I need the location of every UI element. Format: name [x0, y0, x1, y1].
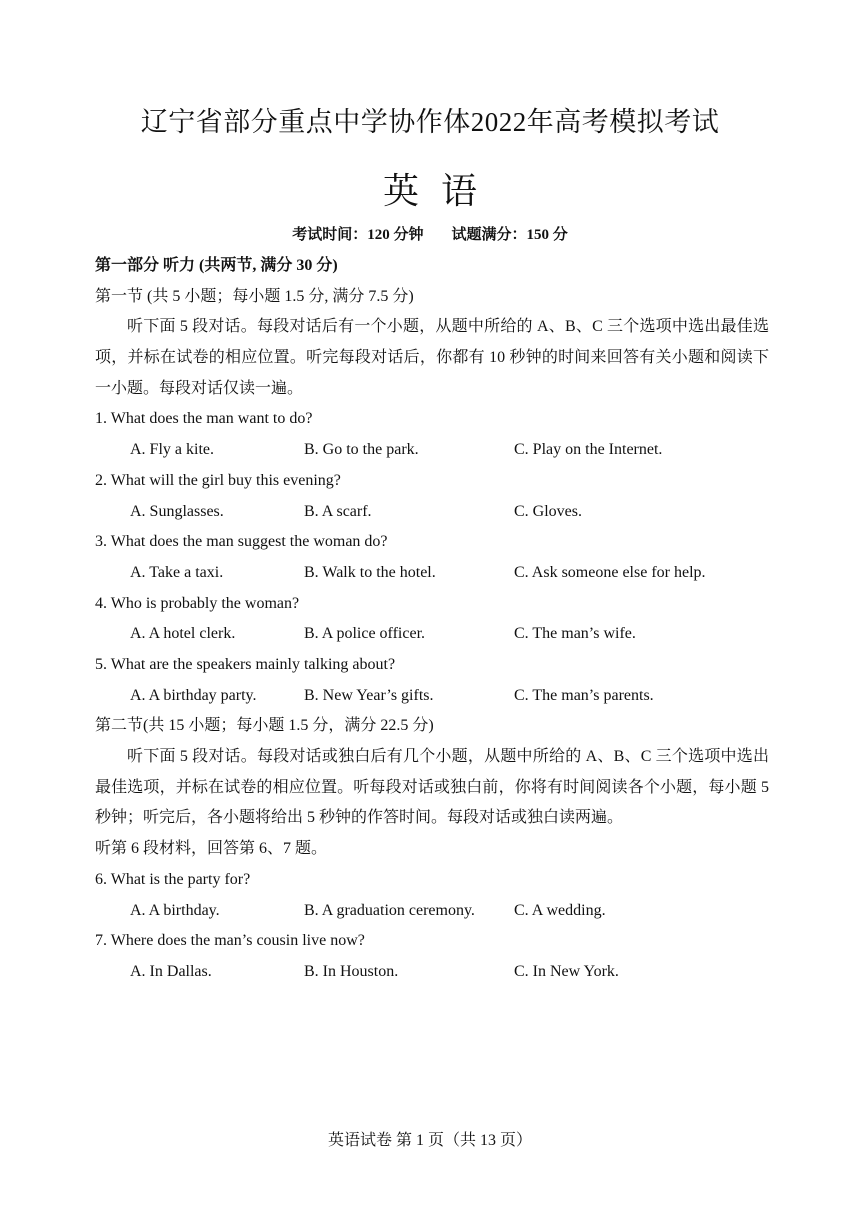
exam-title: 辽宁省部分重点中学协作体2022年高考模拟考试: [140, 107, 720, 137]
page-footer: 英语试卷 第 1 页（共 13 页）: [327, 1132, 532, 1149]
question-3: 3. What does the man suggest the woman do?: [95, 533, 388, 551]
option-c: C. Ask someone else for help.: [514, 563, 706, 581]
question-6-options: [95, 896, 769, 927]
section1-instructions: 听下面 5 段对话。每段对话后有一个小题，从题中所给的 A、B、C 三个选项中选出最佳选项，并标在试卷的相应位置。听完每段对话后，你都有 10 秒钟的时间来回答有关小题和阅读下一小题。每段对话仅读一遍。: [95, 318, 769, 397]
exam-content: [95, 251, 769, 988]
option-a: A. Sunglasses.: [130, 502, 224, 520]
section2-question-list: [95, 865, 769, 988]
option-a: A. A birthday party.: [130, 686, 257, 704]
option-b: B. New Year’s gifts.: [304, 686, 434, 704]
option-b: B. A police officer.: [304, 625, 426, 643]
question-7: 7. Where does the man’s cousin live now?: [95, 932, 365, 950]
option-c: C. In New York.: [514, 962, 619, 980]
material-prompt: 听第 6 段材料，回答第 6、7 题。: [95, 840, 328, 858]
option-a: A. Take a taxi.: [130, 563, 224, 581]
option-a: A. A birthday.: [130, 901, 220, 919]
exam-full-score: 试题满分：150 分: [451, 227, 568, 243]
question-4-options: [95, 619, 769, 650]
option-b: B. Go to the park.: [304, 441, 419, 459]
question-2: 2. What will the girl buy this evening?: [95, 471, 341, 489]
option-b: B. A graduation ceremony.: [304, 901, 475, 919]
question-7-options: [95, 957, 769, 988]
option-a: A. In Dallas.: [130, 962, 212, 980]
option-c: C. The man’s parents.: [514, 686, 654, 704]
option-b: B. In Houston.: [304, 962, 399, 980]
question-5: 5. What are the speakers mainly talking about?: [95, 655, 396, 673]
section2-heading: 第二节(共 15 小题；每小题 1.5 分，满分 22.5 分): [95, 717, 434, 735]
option-c: C. Play on the Internet.: [514, 441, 663, 459]
exam-meta: [0, 223, 860, 244]
question-1-options: [95, 435, 769, 466]
option-c: C. Gloves.: [514, 502, 582, 520]
section2-instructions: 听下面 5 段对话。每段对话或独白后有几个小题，从题中所给的 A、B、C 三个选项中选出最佳选项，并标在试卷的相应位置。听每段对话或独白前，你将有时间阅读各个小题，每小题 5 秒钟；听完后，各小题将给出 5 秒钟的作答时间。每段对话或独白读两遍。: [95, 748, 769, 827]
option-c: C. A wedding.: [514, 901, 606, 919]
question-2-options: [95, 497, 769, 528]
question-3-options: [95, 558, 769, 589]
option-b: B. Walk to the hotel.: [304, 563, 436, 581]
option-c: C. The man’s wife.: [514, 625, 636, 643]
question-1: 1. What does the man want to do?: [95, 410, 313, 428]
section1-heading: 第一节 (共 5 小题；每小题 1.5 分, 满分 7.5 分): [95, 287, 414, 305]
option-b: B. A scarf.: [304, 502, 372, 520]
question-5-options: [95, 681, 769, 712]
option-a: A. Fly a kite.: [130, 441, 214, 459]
section1-question-list: [95, 404, 769, 711]
option-a: A. A hotel clerk.: [130, 625, 236, 643]
question-6: 6. What is the party for?: [95, 870, 251, 888]
part1-heading: 第一部分 听力 (共两节, 满分 30 分): [95, 257, 338, 274]
subject-title: 英语: [382, 171, 499, 211]
exam-time: 考试时间：120 分钟: [292, 227, 424, 243]
question-4: 4. Who is probably the woman?: [95, 594, 300, 612]
